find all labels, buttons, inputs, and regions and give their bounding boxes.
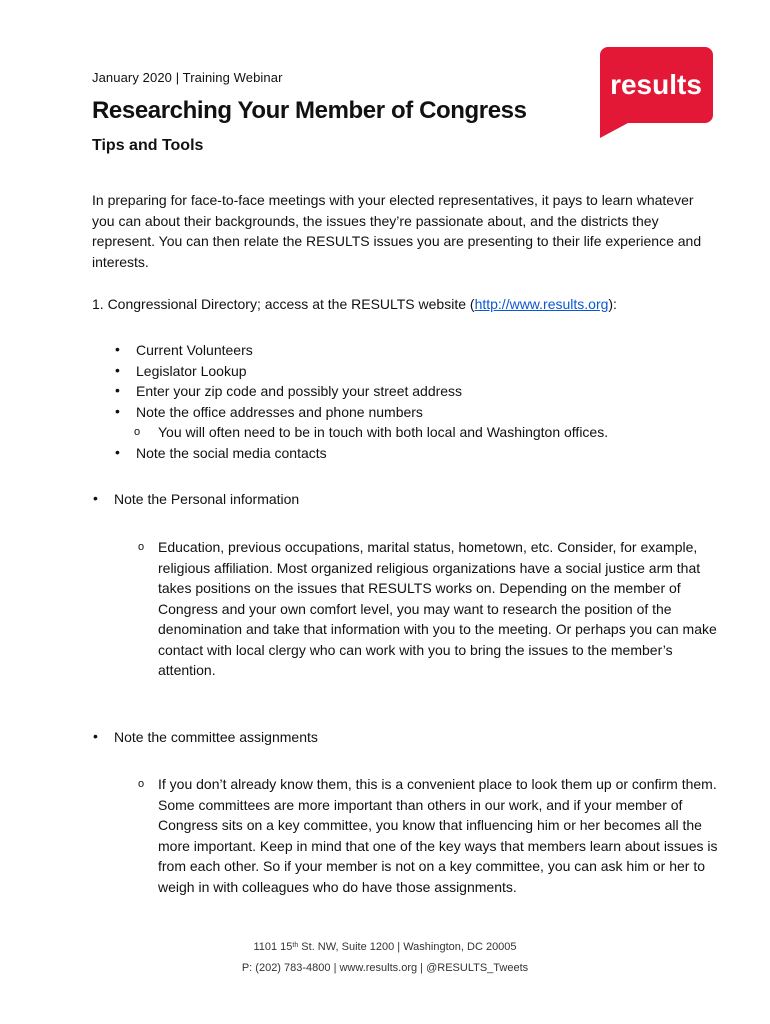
section1-suffix: ): (608, 296, 617, 312)
date-label: January 2020 | Training Webinar (92, 70, 283, 85)
results-logo (600, 47, 713, 138)
sublist-item: o You will often need to be in touch with both local and Washington offices. (106, 422, 726, 443)
list-item: • Note the social media contacts (106, 443, 726, 464)
results-logo-mark (600, 47, 713, 138)
list-item-office-addresses (106, 402, 726, 443)
section1-prefix: 1. Congressional Directory; access at the RESULTS website ( (92, 296, 475, 312)
page-footer (0, 937, 770, 979)
page-subtitle: Tips and Tools (92, 137, 204, 154)
congressional-directory-line (92, 294, 617, 314)
footer-address-suffix: St. NW, Suite 1200 | Washington, DC 20005 (298, 941, 517, 953)
footer-contact: P: (202) 783-4800 | www.results.org | @RESULTS_Tweets (241, 962, 529, 974)
committee-assignments-heading: • Note the committee assignments (84, 727, 694, 747)
results-website-link[interactable]: http://www.results.org (474, 296, 609, 312)
personal-information-detail: o Education, previous occupations, marital status, hometown, etc. Consider, for example, religious affiliation. Most organized religious organizations have a social justice arm that takes positions on the issues that RESULTS works on. Depending on the member of Congress and your own comfort level, you may want to research the position of the denomination and take that information with you to the meeting. Or perhaps you can make contact with local clergy who can work with you to bring the issues to the member’s attention. (130, 537, 718, 681)
committee-assignments-detail: o If you don’t already know them, this is a convenient place to look them up or confirm them. Some committees are more important than others in our work, and if your member of Congress sits on a key committee, you know that influencing him or her becomes all the more important. Keep in mind that one of the key ways that members learn about issues is from each other. So if your member is not on a key committee, you can ask him or her to weigh in with colleagues who do have those assignments. (130, 774, 718, 897)
intro-paragraph: In preparing for face-to-face meetings with your elected representatives, it pays to learn whatever you can about their backgrounds, the issues they’re passionate about, and the districts they represent. You can then relate the RESULTS issues you are presenting to their life experience and interests. (92, 192, 702, 270)
list-item: • Enter your zip code and possibly your street address (106, 381, 726, 402)
footer-address-sup: th (292, 942, 299, 949)
footer-address (0, 937, 770, 958)
footer-address-prefix: 1101 15 (253, 941, 293, 953)
list-item: • Legislator Lookup (106, 361, 726, 382)
page-title: Researching Your Member of Congress (92, 97, 527, 124)
office-sublist (136, 422, 726, 443)
list-item-label: Note the office addresses and phone numbers (136, 403, 423, 420)
list-item: • Current Volunteers (106, 340, 726, 361)
logo-text: results (610, 69, 702, 100)
personal-information-heading: • Note the Personal information (84, 489, 694, 509)
directory-steps-list (106, 340, 726, 464)
